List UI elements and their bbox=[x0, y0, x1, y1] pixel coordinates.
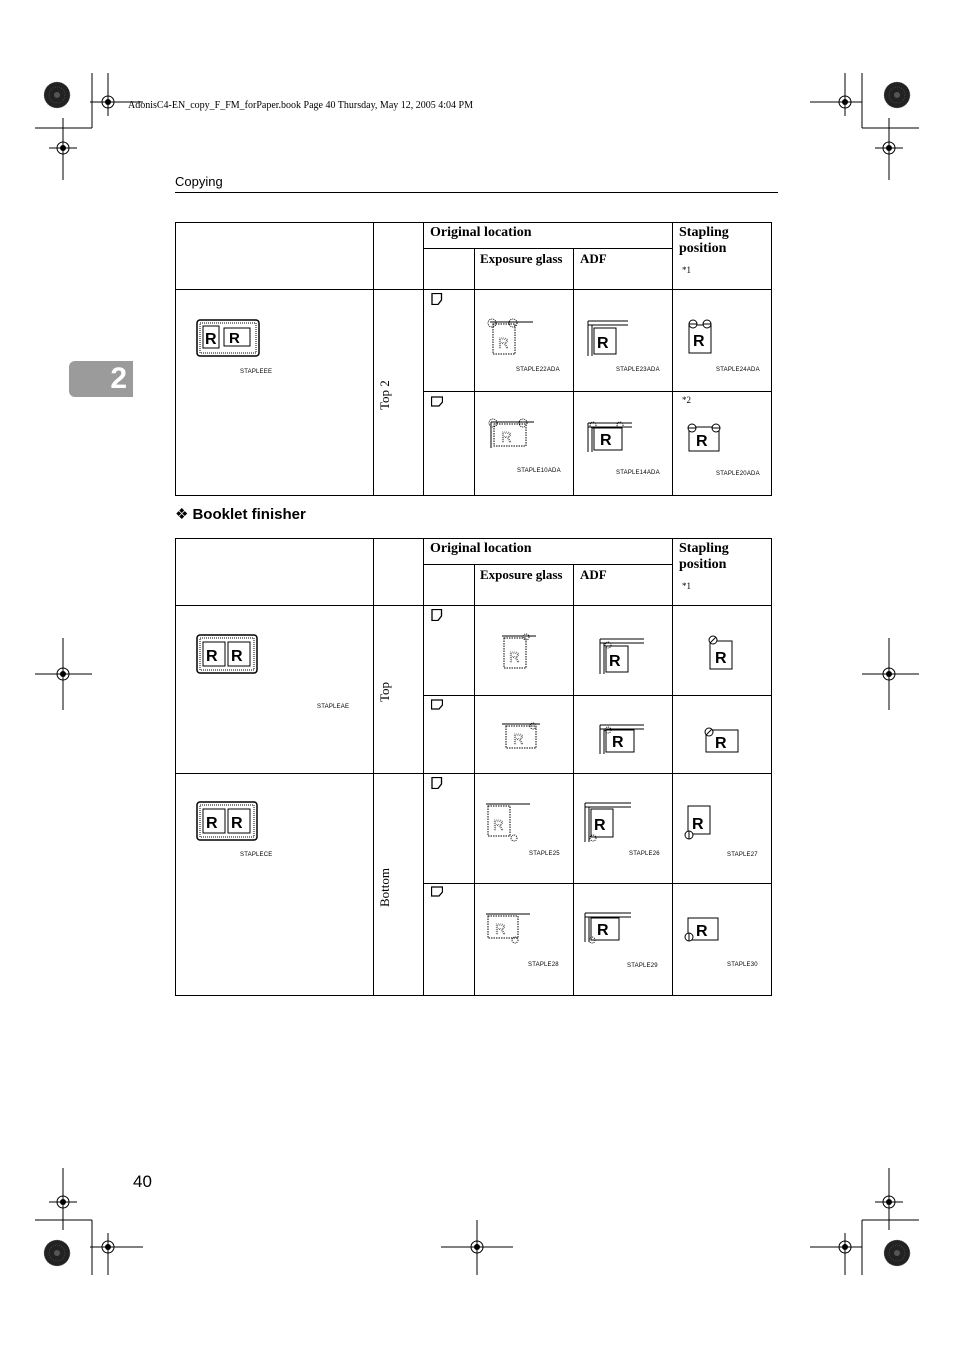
staple-code: STAPLE27 bbox=[727, 852, 758, 858]
staple-code: STAPLE30 bbox=[727, 962, 758, 968]
original-location-header: Original location bbox=[430, 541, 532, 556]
exposure-code: STAPLE28 bbox=[528, 962, 559, 968]
position-label: Top bbox=[377, 681, 392, 702]
r-glyph: R bbox=[715, 735, 727, 752]
exposure-code: STAPLE22ADA bbox=[516, 367, 560, 373]
svg-text:R: R bbox=[206, 648, 218, 665]
icon-code: STAPLEAE bbox=[317, 704, 350, 710]
diamond-bullet-icon: ❖ bbox=[175, 506, 189, 523]
landscape-icon bbox=[431, 699, 443, 711]
adf-header: ADF bbox=[580, 567, 607, 582]
exposure-diagram bbox=[484, 910, 532, 944]
adf-code: STAPLE26 bbox=[629, 851, 660, 857]
r-glyph: R bbox=[501, 429, 512, 446]
note-1: *1 bbox=[682, 265, 691, 275]
exposure-diagram bbox=[500, 720, 542, 752]
staple-diagram bbox=[683, 804, 715, 842]
exposure-diagram bbox=[488, 418, 536, 450]
staple-diagram bbox=[707, 634, 737, 674]
staple-code: STAPLE24ADA bbox=[716, 367, 760, 373]
r-glyph: R bbox=[609, 653, 621, 670]
staple-mode-icon bbox=[196, 634, 258, 674]
svg-text:R: R bbox=[206, 815, 218, 832]
svg-text:R: R bbox=[229, 330, 240, 347]
portrait-icon bbox=[431, 609, 443, 621]
stapling-position-header: Stapling position bbox=[679, 225, 729, 256]
portrait-icon bbox=[431, 293, 443, 305]
adf-diagram bbox=[598, 636, 646, 676]
section-rule bbox=[175, 192, 778, 193]
staple-diagram bbox=[686, 318, 726, 358]
r-glyph: R bbox=[594, 817, 606, 834]
icon-code: STAPLECE bbox=[240, 852, 273, 858]
r-glyph: R bbox=[509, 649, 520, 666]
adf-code: STAPLE14ADA bbox=[616, 470, 660, 476]
svg-text:R: R bbox=[231, 648, 243, 665]
staple-mode-icon bbox=[196, 801, 258, 841]
staple-diagram bbox=[686, 422, 726, 454]
adf-diagram bbox=[586, 318, 634, 358]
r-glyph: R bbox=[612, 734, 624, 751]
staple-diagram bbox=[683, 916, 723, 944]
r-glyph: R bbox=[715, 650, 727, 667]
exposure-glass-header: Exposure glass bbox=[480, 567, 563, 582]
adf-code: STAPLE23ADA bbox=[616, 367, 660, 373]
r-glyph: R bbox=[600, 432, 612, 449]
adf-diagram bbox=[586, 420, 634, 454]
r-glyph: R bbox=[498, 335, 509, 352]
chapter-number: 2 bbox=[110, 362, 127, 395]
r-glyph: R bbox=[495, 921, 506, 938]
landscape-icon bbox=[431, 886, 443, 898]
staple-code: STAPLE20ADA bbox=[716, 471, 760, 477]
adf-header: ADF bbox=[580, 251, 607, 266]
r-glyph: R bbox=[493, 817, 504, 834]
icon-code: STAPLEEE bbox=[240, 369, 273, 375]
r-glyph: R bbox=[597, 335, 609, 352]
landscape-icon bbox=[431, 396, 443, 408]
portrait-icon bbox=[431, 777, 443, 789]
note-2: *2 bbox=[682, 395, 691, 405]
note-1: *1 bbox=[682, 581, 691, 591]
stapling-position-header: Stapling position bbox=[679, 541, 729, 572]
exposure-diagram bbox=[484, 800, 532, 844]
position-label: Top 2 bbox=[377, 380, 392, 410]
r-glyph: R bbox=[696, 433, 708, 450]
position-label: Bottom bbox=[377, 867, 392, 907]
file-header: AdonisC4-EN_copy_F_FM_forPaper.book Page 40 Thursday, May 12, 2005 4:04 PM bbox=[128, 100, 473, 111]
r-glyph: R bbox=[693, 333, 705, 350]
svg-text:R: R bbox=[205, 331, 217, 348]
r-glyph: R bbox=[692, 816, 704, 833]
exposure-diagram bbox=[500, 632, 540, 672]
staple-diagram bbox=[703, 726, 741, 754]
adf-diagram bbox=[598, 722, 646, 756]
r-glyph: R bbox=[513, 731, 524, 748]
svg-text:R: R bbox=[231, 815, 243, 832]
staple-mode-icon bbox=[196, 319, 260, 357]
adf-diagram bbox=[583, 910, 633, 944]
exposure-code: STAPLE10ADA bbox=[517, 468, 561, 474]
page-number: 40 bbox=[133, 1172, 152, 1191]
r-glyph: R bbox=[597, 922, 609, 939]
exposure-glass-header: Exposure glass bbox=[480, 251, 563, 266]
r-glyph: R bbox=[696, 923, 708, 940]
exposure-diagram bbox=[487, 318, 535, 358]
chapter-tab bbox=[69, 361, 133, 397]
section-title: Copying bbox=[175, 174, 223, 189]
adf-diagram bbox=[583, 800, 633, 844]
original-location-header: Original location bbox=[430, 225, 532, 240]
booklet-finisher-label: Booklet finisher bbox=[192, 506, 306, 523]
adf-code: STAPLE29 bbox=[627, 963, 658, 969]
exposure-code: STAPLE25 bbox=[529, 851, 560, 857]
booklet-finisher-heading bbox=[175, 505, 306, 523]
